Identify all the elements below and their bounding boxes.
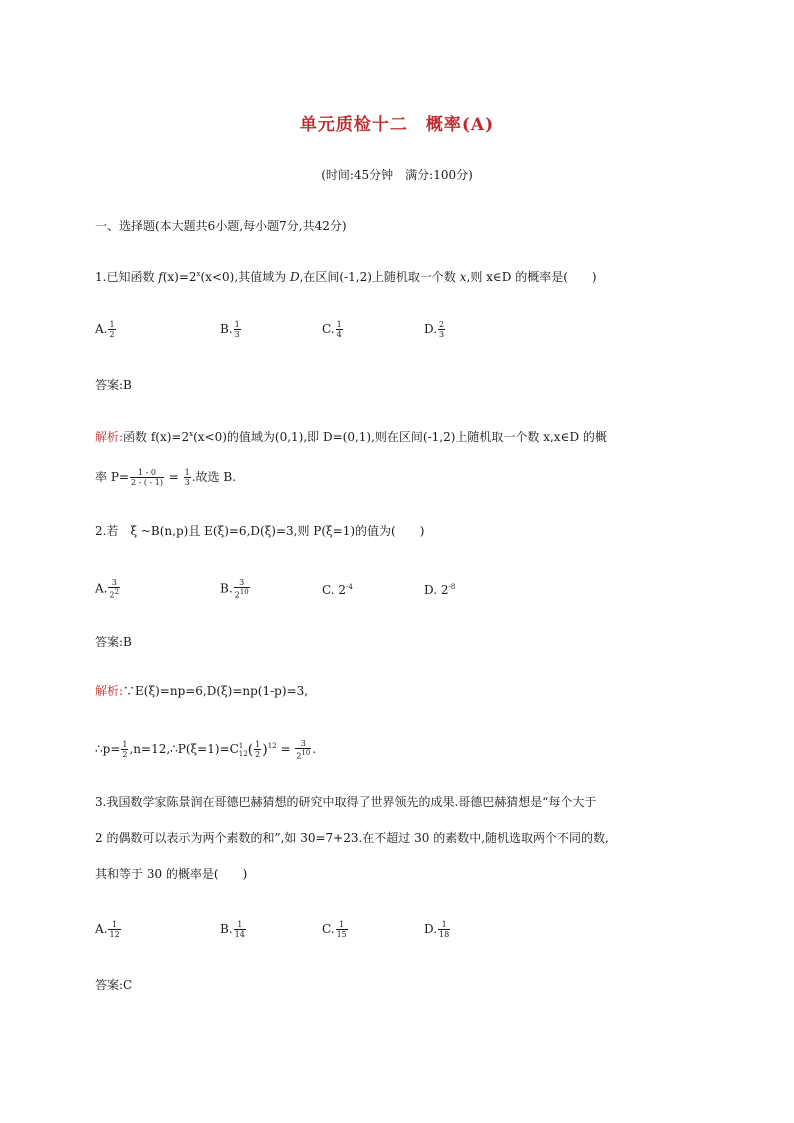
q1-option-d: D. $\frac{2}{3}$ bbox=[424, 320, 445, 339]
q2-analysis-line-2: ∴p= $\frac{1}{2}$ ,n=12,∴P(ξ=1)=C 1 12 ( $\frac{1}{2}$ )$^{12}$ = $\frac{3}{2^{10}}$ . bbox=[95, 738, 317, 761]
q1-option-a: A. $\frac{1}{2}$ bbox=[95, 320, 115, 339]
q2-analysis-line-1: 解析:∵E(ξ)=np=6,D(ξ)=np(1-p)=3, bbox=[95, 684, 309, 698]
exam-info: (时间:45分钟 满分:100分) bbox=[321, 168, 473, 182]
document-title: 单元质检十二 概率(A) bbox=[299, 115, 495, 135]
q2-answer: 答案:B bbox=[95, 635, 132, 649]
question-3-line-3: 其和等于 30 的概率是( ) bbox=[95, 867, 248, 881]
question-1-stem: 1.已知函数 $f(x)=2^x(x<0)$,其值域为 D,在区间(-1,2)上随机取一个数 x,则 x∈D 的概率是( ) bbox=[95, 270, 597, 284]
q3-option-b: B. $\frac{1}{14}$ bbox=[220, 920, 245, 939]
q2-option-d: D. $2^{-8}$ bbox=[424, 583, 456, 597]
q2-option-a: A. $\frac{3}{2^2}$ bbox=[95, 578, 120, 600]
q3-option-c: C. $\frac{1}{15}$ bbox=[322, 920, 347, 939]
question-2-stem: 2.若 ξ ~B(n,p)且 E(ξ)=6,D(ξ)=3,则 P(ξ=1)的值为( ) bbox=[95, 524, 425, 538]
q2-option-b: B. $\frac{3}{2^{10}}$ bbox=[220, 578, 249, 600]
q1-option-b: B. $\frac{1}{3}$ bbox=[220, 320, 240, 339]
q1-analysis-line-1: 解析:函数 $f(x)=2^x(x<0)$的值域为(0,1),即 D=(0,1),则在区间(-1,2)上随机取一个数 x,x∈D 的概 bbox=[95, 430, 607, 444]
q3-option-a: A. $\frac{1}{12}$ bbox=[95, 920, 120, 939]
q1-answer: 答案:B bbox=[95, 378, 132, 392]
q3-answer: 答案:C bbox=[95, 978, 133, 992]
question-3-line-2: 2 的偶数可以表示为两个素数的和”,如 30=7+23.在不超过 30 的素数中,随机选取两个不同的数, bbox=[95, 831, 609, 845]
q1-option-c: C. $\frac{1}{4}$ bbox=[322, 320, 342, 339]
q1-analysis-line-2: 率 P= $\frac{1 - 0}{2 - ( - 1)}$ = $\frac{1}{3}$ .故选 B. bbox=[95, 468, 236, 487]
question-3-line-1: 3.我国数学家陈景润在哥德巴赫猜想的研究中取得了世界领先的成果.哥德巴赫猜想是“每个大于 bbox=[95, 795, 597, 809]
q2-option-c: C. $2^{-4}$ bbox=[322, 583, 353, 597]
section-heading: 一、选择题(本大题共6小题,每小题7分,共42分) bbox=[95, 219, 347, 233]
q3-option-d: D. $\frac{1}{18}$ bbox=[424, 920, 450, 939]
